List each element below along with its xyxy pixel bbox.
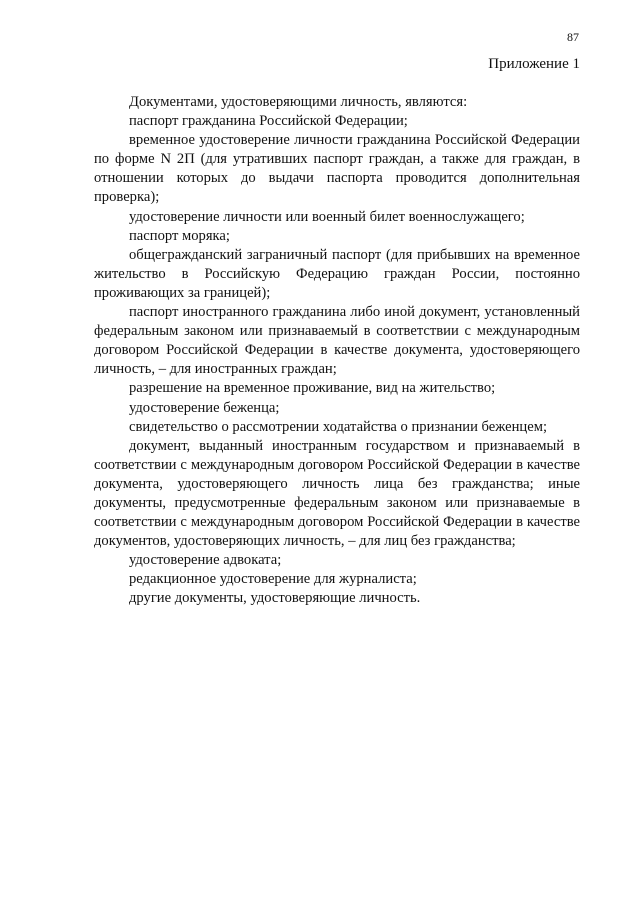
intro-paragraph: Документами, удостоверяющими личность, являются: [129, 94, 468, 110]
appendix-label: Приложение 1 [488, 56, 580, 72]
page-number: 87 [567, 30, 579, 44]
list-item: документ, выданный иностранным государством и признаваемый в соответствии с международным договором Российской Федерации в качестве документа, удостоверяющего личность лица без гражданства; иные документы, предусмотренные федеральным законом или признаваемые в соответствии с международным договором Российской Федерации в качестве документов, удостоверяющих личность, – для лиц без гражданства; [94, 437, 580, 550]
list-item: удостоверение беженца; [129, 399, 280, 416]
list-item: другие документы, удостоверяющие личность. [129, 590, 421, 607]
list-item: временное удостоверение личности гражданина Российской Федерации по форме N 2П (для утративших паспорт граждан, а также для граждан, в отношении которых до выдачи паспорта проводится дополнительная проверка); [94, 132, 580, 206]
list-item: паспорт моряка; [129, 227, 230, 244]
list-item: паспорт гражданина Российской Федерации; [129, 113, 408, 130]
list-item: разрешение на временное проживание, вид на жительство; [129, 380, 496, 397]
document-body [94, 93, 580, 609]
list-item: редакционное удостоверение для журналиста; [129, 571, 417, 588]
list-item: общегражданский заграничный паспорт (для прибывших на временное жительство в Российскую Федерацию граждан России, постоянно проживающих за границей); [94, 246, 580, 301]
list-item: свидетельство о рассмотрении ходатайства о признании беженцем; [129, 418, 548, 435]
list-item: удостоверение адвоката; [129, 552, 282, 569]
list-item: паспорт иностранного гражданина либо иной документ, установленный федеральным законом или признаваемый в соответствии с международным договором Российской Федерации в качестве документа, удостоверяющего личность, – для иностранных граждан; [94, 304, 580, 378]
list-item: удостоверение личности или военный билет военнослужащего; [129, 208, 525, 225]
